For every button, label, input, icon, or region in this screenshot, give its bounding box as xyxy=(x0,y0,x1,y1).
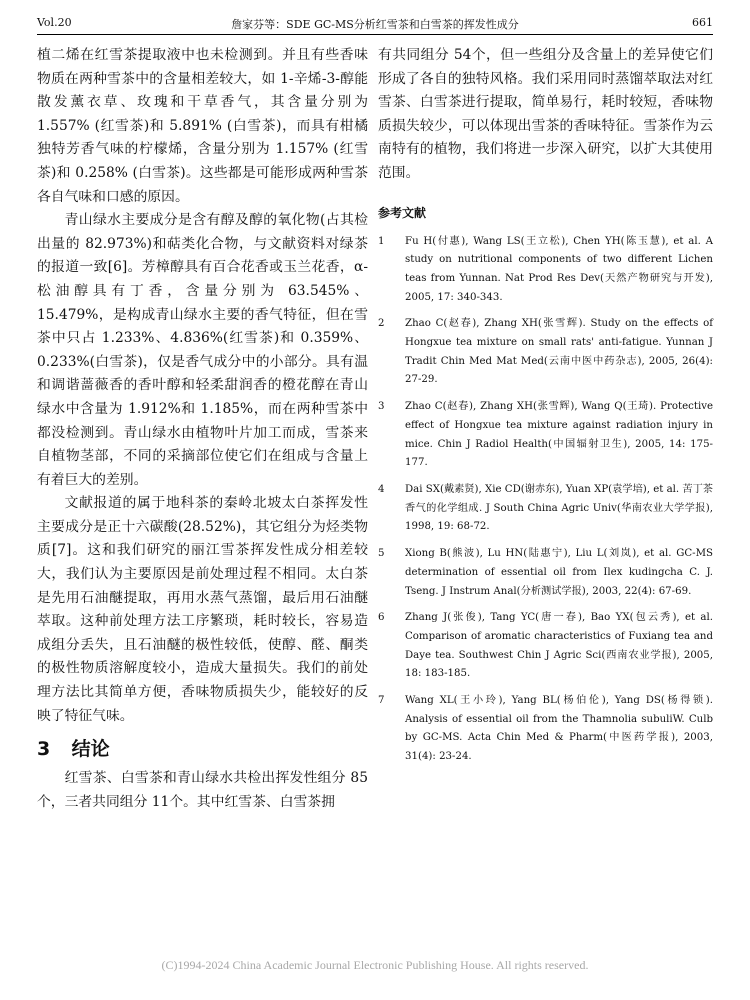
reference-number: 3 xyxy=(378,401,385,413)
right-column xyxy=(378,44,713,775)
reference-item xyxy=(378,545,713,601)
reference-item xyxy=(378,233,713,308)
reference-text: Xiong B(熊波), Lu HN(陆惠宁), Liu L(刘岚), et al. GC-MS determination of essential oil from Ilex kudingcha C. J. Tseng. J Instrum Anal(分析测试学报), 2003, 22(4): 67-69. xyxy=(405,548,713,597)
reference-text: Fu H(付惠), Wang LS(王立松), Chen YH(陈玉慧), et al. A study on nutritional components of two different Lichen teas from Yunnan. Nat Prod Res Dev(天然产物研究与开发), 2005, 17: 340-343. xyxy=(405,235,713,303)
reference-number: 5 xyxy=(378,548,385,560)
reference-text: Zhao C(赵春), Zhang XH(张雪辉). Study on the effects of Hongxue tea mixture on small rats' anti-fatigue. Yunnan J Tradit Chin Med Mat Med(云南中医中药杂志), 2005, 26(4): 27-29. xyxy=(405,318,713,386)
reference-item xyxy=(378,481,713,537)
reference-item xyxy=(378,315,713,390)
reference-text: Zhang J(张俊), Tang YC(唐一春), Bao YX(包云秀), et al. Comparison of aromatic characteristics of Fuxiang tea and Daye tea. Southwest Chin J Agric Sci(西南农业学报), 2005, 18: 183-185. xyxy=(405,612,713,680)
conclusion-paragraph: 红雪茶、白雪茶和青山绿水共检出挥发性组分 85个，三者共同组分 11个。其中红雪茶、白雪茶拥 xyxy=(37,770,368,810)
running-title: 詹家芬等：SDE GC-MS分析红雪茶和白雪茶的挥发性成分 xyxy=(231,18,519,31)
body-paragraph: 青山绿水主要成分是含有醇及醇的氧化物(占其检出量的 82.973%)和萜类化合物，与文献资料对绿茶的报道一致[6]。芳樟醇具有百合花香或玉兰花香，α-松油醇具有丁香，含量分别为 63.545%、15.479%，是构成青山绿水主要的香气特征，但在雪茶中只占 1.233%、4.836%(红雪茶)和 0.359%、0.233%(白雪茶)，仅是香气成分中的小部分。具有温和调谐蔷薇香的香叶醇和轻柔甜润香的橙花醇在青山绿水中含量为 1.912%和 1.185%，而在两种雪茶中都没检测到。青山绿水由植物叶片加工而成，雪茶来自植物茎部，不同的采摘部位使它们在组成与含量上有着巨大的差别。 xyxy=(37,212,368,488)
reference-list xyxy=(378,233,713,767)
section-title: 结论 xyxy=(71,738,110,761)
reference-number: 7 xyxy=(378,695,385,707)
copyright-footer: (C)1994-2024 China Academic Journal Electronic Publishing House. All rights reserved. xyxy=(161,958,589,972)
body-paragraph: 文献报道的属于地科茶的秦岭北坡太白茶挥发性主要成分是正十六碳酸(28.52%)，其它组分为烃类物质[7]。这和我们研究的丽江雪茶挥发性成分相差较大，我们认为主要原因是前处理过程不相同。太白茶是先用石油醚提取，再用水蒸气蒸馏，最后用石油醚萃取。这种前处理方法工序繁琐，耗时较长，容易造成组分丢失，且石油醚的极性较低，使醇、醛、酮类的极性物质溶解度较小，造成大量损失。我们的前处理方法比其简单方便，香味物质损失少，能较好的反映了特征气味。 xyxy=(37,495,368,724)
section-number: 3 xyxy=(37,738,51,761)
reference-number: 4 xyxy=(378,484,385,495)
reference-number: 1 xyxy=(378,235,385,247)
references-heading: 参考文献 xyxy=(378,205,427,220)
reference-text: Wang XL(王小玲), Yang BL(杨伯伦), Yang DS(杨得锁). Analysis of essential oil from the Thamnolia subuliW. Culb by GC-MS. Acta Chin Med & Pharm(中医药学报), 2003, 31(4): 23-24. xyxy=(405,695,713,763)
reference-item xyxy=(378,398,713,473)
reference-text: Zhao C(赵春), Zhang XH(张雪辉), Wang Q(王琦). Protective effect of Hongxue tea mixture against radiation injury in mice. Chin J Radiol Health(中国辐射卫生), 2005, 14: 175-177. xyxy=(405,401,713,469)
running-header xyxy=(37,12,713,35)
conclusion-continuation: 有共同组分 54个，但一些组分及含量上的差异使它们形成了各自的独特风格。我们采用同时蒸馏萃取法对红雪茶、白雪茶进行提取，简单易行，耗时较短，香味物质损失较少，可以体现出雪茶的香味特征。雪茶作为云南特有的植物，我们将进一步深入研究，以扩大其使用范围。 xyxy=(378,47,713,181)
reference-text: Dai SX(戴素贤), Xie CD(谢赤东), Yuan XP(袁学培), et al. 苦丁茶香气的化学组成. J South China Agric Univ(华南农业大学学报), 1998, 19: 68-72. xyxy=(405,484,713,533)
reference-item xyxy=(378,609,713,684)
left-column xyxy=(37,44,368,814)
section-heading xyxy=(37,734,368,761)
reference-item xyxy=(378,692,713,767)
page-number: 661 xyxy=(692,16,713,29)
reference-number: 2 xyxy=(378,318,385,330)
reference-number: 6 xyxy=(378,612,385,624)
body-paragraph: 植二烯在红雪茶提取液中也未检测到。并且有些香味物质在两种雪茶中的含量相差较大，如 1-辛烯-3-醇能散发薰衣草、玫瑰和干草香气，其含量分别为 1.557% (红雪茶)和 5.891% (白雪茶)，而具有柑橘独特芳香气味的柠檬烯，含量分别为 1.157% (红雪茶)和 0.258% (白雪茶)。这些都是可能形成两种雪茶各自气味和口感的原因。 xyxy=(37,47,368,205)
volume-label: Vol.20 xyxy=(37,16,72,29)
